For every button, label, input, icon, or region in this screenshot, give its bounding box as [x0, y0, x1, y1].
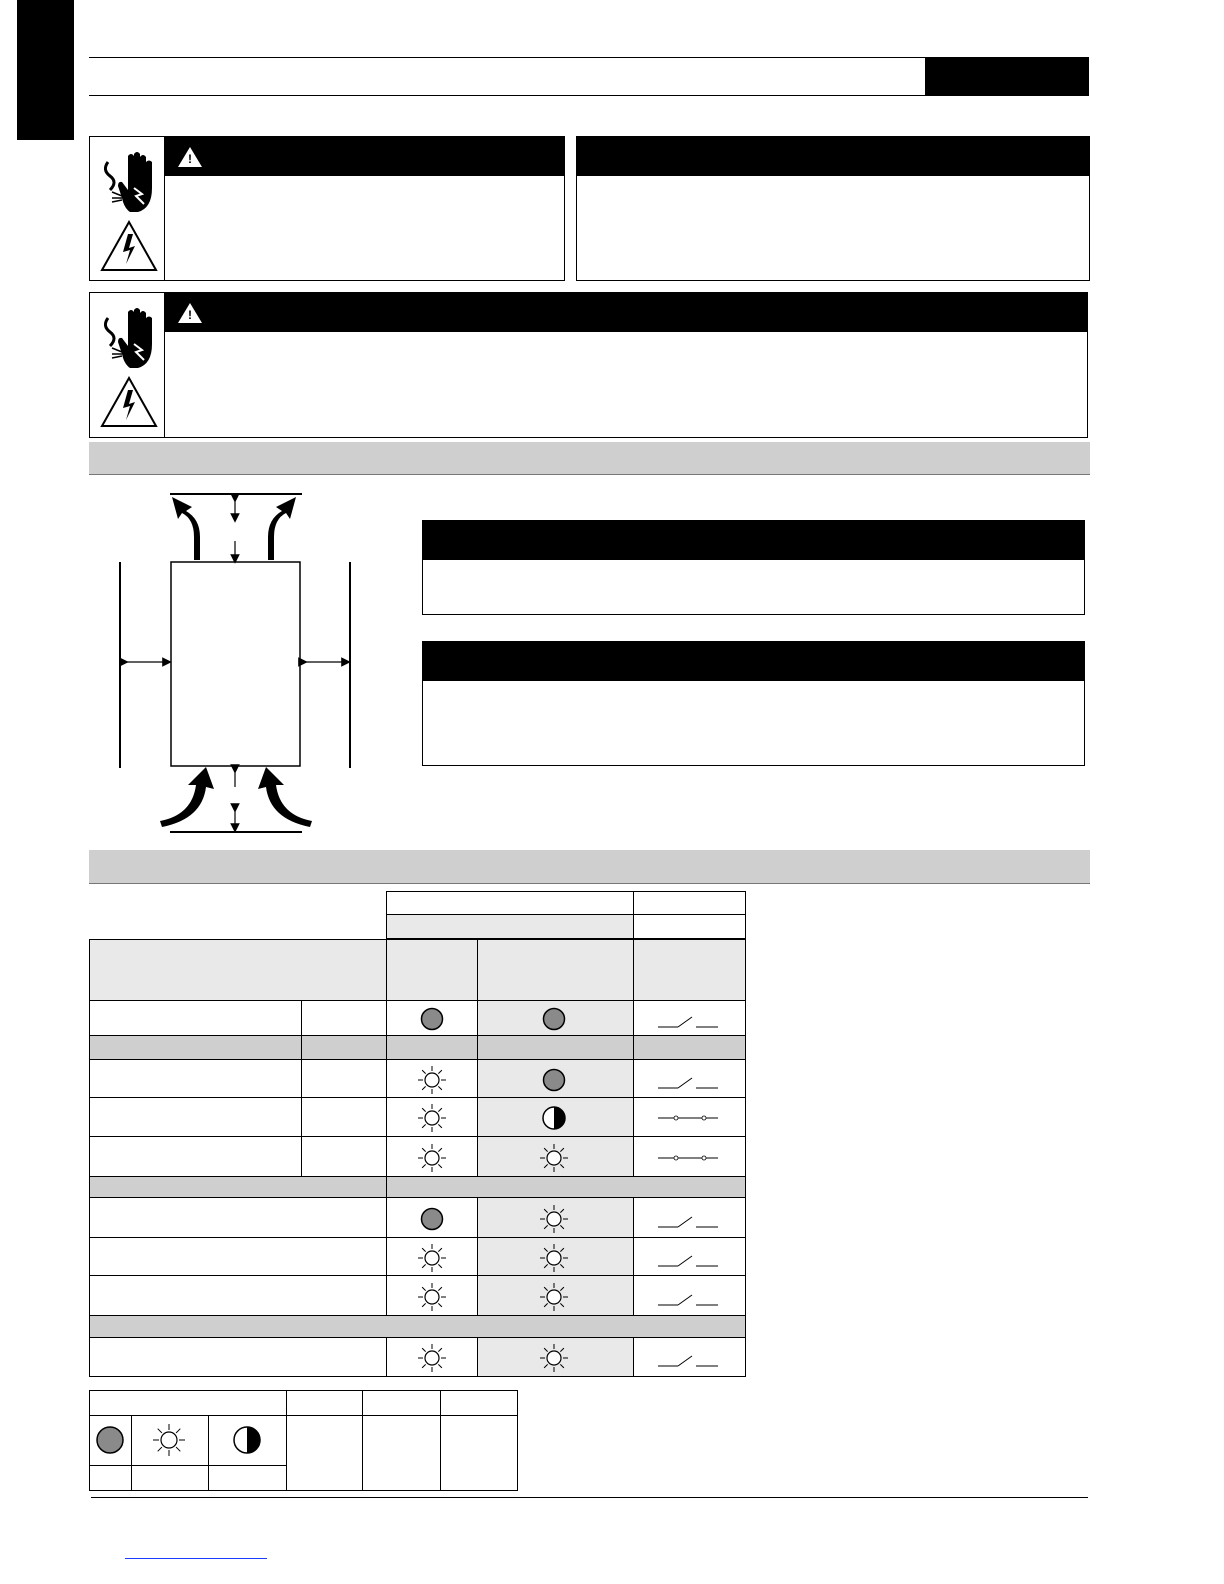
chapter-tab — [17, 0, 74, 140]
table-row-label — [89, 1197, 387, 1238]
legend-cell — [286, 1415, 363, 1491]
led-on-icon — [416, 1203, 448, 1235]
legend-header-cell — [286, 1390, 363, 1416]
table-group-band — [301, 1035, 387, 1060]
legend-cell — [131, 1465, 209, 1491]
electric-shock-hand-icon — [98, 148, 158, 218]
led-on-icon — [416, 1003, 448, 1035]
table-group-band — [89, 1315, 746, 1338]
table-header-cell — [89, 939, 387, 1001]
led-flashing-icon — [538, 1281, 570, 1313]
table-row-label — [89, 1275, 387, 1316]
led-flashing-icon — [416, 1064, 448, 1096]
table-header-cell — [633, 891, 746, 915]
legend-header-cell — [362, 1390, 441, 1416]
warning-1-header — [164, 136, 565, 176]
note-1-header — [422, 520, 1085, 560]
legend-cell — [89, 1465, 132, 1491]
led-flashing-icon — [416, 1102, 448, 1134]
note-2-header — [422, 641, 1085, 681]
led-flashing-icon — [538, 1142, 570, 1174]
relay-open-contact-icon — [656, 1203, 720, 1235]
section-band-mounting — [89, 442, 1090, 475]
table-header-cell — [386, 914, 634, 939]
led-on-icon — [538, 1003, 570, 1035]
electric-shock-hand-icon — [98, 304, 158, 374]
table-row-label — [89, 1000, 302, 1036]
table-group-band — [477, 1035, 634, 1060]
led-flashing-icon — [416, 1142, 448, 1174]
table-group-band — [386, 1035, 478, 1060]
table-row-label — [89, 1237, 387, 1276]
footer-link-underline[interactable] — [125, 1558, 267, 1559]
table-row-code — [301, 1097, 387, 1137]
warning-2-header — [576, 136, 1090, 176]
led-on-icon — [92, 1422, 128, 1458]
led-flashing-icon — [538, 1342, 570, 1374]
led-on-icon — [538, 1064, 570, 1096]
relay-open-contact-icon — [656, 1281, 720, 1313]
high-voltage-triangle-icon — [100, 220, 158, 272]
table-header-cell — [633, 914, 746, 939]
led-half-icon — [229, 1422, 265, 1458]
led-flashing-icon — [416, 1342, 448, 1374]
relay-closed-contact-icon — [656, 1142, 720, 1174]
table-row-label — [89, 1136, 302, 1177]
section-band-led-table — [89, 850, 1090, 884]
table-header-cell — [386, 939, 478, 1001]
table-header-cell — [633, 939, 746, 1001]
led-flashing-icon — [538, 1242, 570, 1274]
led-half-icon — [538, 1102, 570, 1134]
table-group-band — [386, 1176, 746, 1198]
relay-open-contact-icon — [656, 1242, 720, 1274]
relay-open-contact-icon — [656, 1003, 720, 1035]
led-flashing-icon — [151, 1422, 187, 1458]
table-group-band — [89, 1035, 302, 1060]
section-tab — [925, 57, 1089, 96]
led-flashing-icon — [416, 1242, 448, 1274]
legend-cell — [362, 1415, 441, 1491]
table-group-band — [633, 1035, 746, 1060]
legend-header-cell — [440, 1390, 518, 1416]
relay-open-contact-icon — [656, 1064, 720, 1096]
warning-3-header — [164, 292, 1088, 332]
relay-open-contact-icon — [656, 1342, 720, 1374]
legend-header-cell — [89, 1390, 287, 1416]
relay-closed-contact-icon — [656, 1102, 720, 1134]
table-header-cell — [477, 939, 634, 1001]
led-flashing-icon — [538, 1203, 570, 1235]
legend-cell — [440, 1415, 518, 1491]
table-row-label — [89, 1059, 302, 1098]
table-header-cell — [386, 891, 634, 915]
table-row-label — [89, 1337, 387, 1377]
table-group-band — [89, 1176, 387, 1198]
table-row-code — [301, 1059, 387, 1098]
table-row-code — [301, 1000, 387, 1036]
mounting-clearance-diagram — [110, 485, 370, 845]
legend-cell — [208, 1465, 287, 1491]
footer-rule — [91, 1497, 1088, 1498]
high-voltage-triangle-icon — [100, 376, 158, 428]
table-row-label — [89, 1097, 302, 1137]
led-flashing-icon — [416, 1281, 448, 1313]
table-row-code — [301, 1136, 387, 1177]
